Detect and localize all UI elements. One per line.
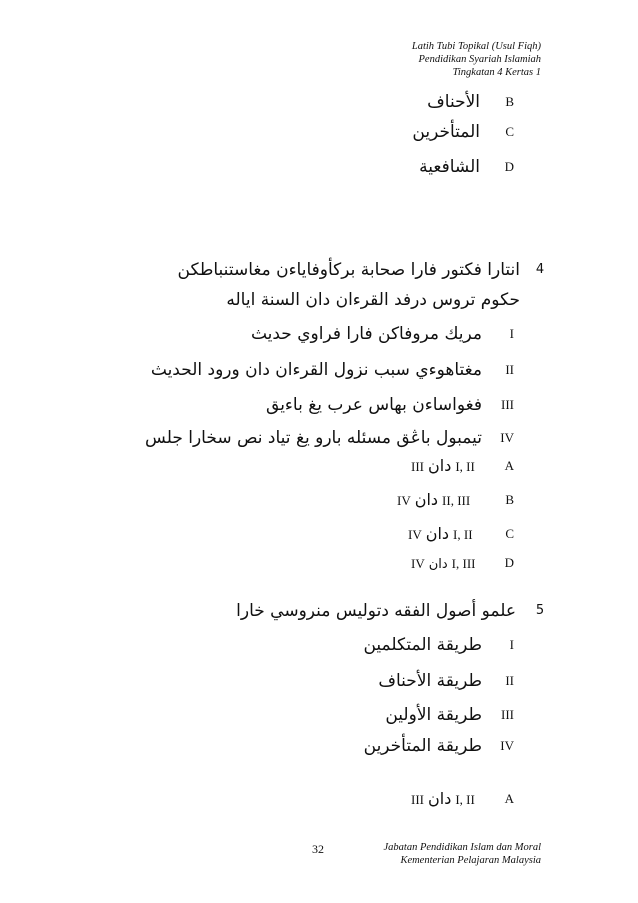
option-last: IV	[411, 556, 425, 571]
item-roman: I	[509, 326, 514, 341]
q5-item-4	[250, 733, 482, 759]
option-letter: B	[505, 94, 514, 109]
item-roman: II	[505, 673, 514, 688]
option-last: III	[411, 792, 424, 807]
footer-line-1: Jabatan Pendidikan Islam dan Moral	[383, 842, 541, 853]
item-roman: I	[509, 637, 514, 652]
header-line-1: Latih Tubi Topikal (Usul Fiqh)	[411, 41, 541, 52]
page-number: 32	[312, 842, 324, 856]
option-letter: C	[505, 124, 514, 139]
option-first: I, II	[453, 527, 473, 542]
item-roman: III	[501, 707, 514, 722]
q5-item-roman	[486, 702, 513, 728]
page-header	[281, 40, 541, 79]
option-letter: C	[505, 526, 514, 541]
item-text: طريقة المتكلمين	[363, 635, 482, 655]
header-line-2: Pendidikan Syariah Islamiah	[418, 54, 541, 65]
option-letter: D	[504, 555, 514, 570]
q5-option-a-text	[411, 786, 475, 813]
option-text: الشافعية	[419, 157, 480, 177]
q4-option-c-text	[408, 521, 473, 548]
q4-item-roman	[486, 357, 513, 383]
q4-option-a	[486, 453, 513, 479]
option-conjunction: دان	[428, 789, 452, 808]
q4-option-a-text	[411, 453, 475, 480]
header-line-3: Tingkatan 4 Kertas 1	[452, 67, 541, 78]
q4-item-2	[120, 357, 482, 383]
q3-option-b	[486, 89, 513, 115]
q4-option-d-text	[411, 550, 476, 578]
option-last: III	[411, 459, 424, 474]
q5-item-roman	[486, 733, 513, 759]
q4-item-roman	[486, 321, 513, 347]
q4-item-4	[120, 425, 482, 451]
q4-item-roman	[486, 425, 513, 451]
option-letter: A	[504, 458, 514, 473]
item-roman: III	[501, 397, 514, 412]
item-roman: II	[505, 362, 514, 377]
item-text: مغتاهوءي سبب نزول القرءان دان ورود الحديث	[150, 360, 482, 380]
q5-stem	[150, 598, 516, 624]
q3-option-d-text-row	[300, 154, 480, 180]
q3-option-c	[486, 119, 513, 145]
option-first: I, II	[455, 459, 475, 474]
q4-item-3	[120, 392, 482, 418]
q4-item-roman	[486, 392, 513, 418]
item-text: فغواساءن بهاس عرب يغ باءيق	[266, 395, 482, 415]
question-stem: حكوم تروس درفد القرءان دان السنة اياله	[226, 290, 520, 310]
q4-option-c	[486, 521, 513, 547]
item-text: طريقة المتأخرين	[363, 736, 482, 756]
option-letter: D	[504, 159, 514, 174]
item-text: تيمبول باڠق مسئله بارو يغ تياد نص سخارا جلس	[145, 428, 482, 448]
q5-option-a	[486, 786, 513, 812]
q3-option-b-text-row	[300, 89, 480, 115]
question-stem: علمو أصول الفقه دتوليس منروسي خارا	[236, 601, 516, 621]
option-text: الأحناف	[427, 92, 480, 112]
option-conjunction: دان	[425, 524, 450, 543]
option-last: IV	[408, 527, 422, 542]
q5-item-roman	[486, 668, 513, 694]
option-conjunction: دان	[428, 557, 448, 572]
item-text: طريقة الأولين	[385, 705, 482, 725]
option-first: I, III	[451, 556, 476, 571]
q3-option-c-text-row	[300, 119, 480, 145]
option-letter: A	[504, 791, 514, 806]
option-conjunction: دان	[428, 456, 452, 475]
q4-stem-line-1	[120, 257, 520, 283]
item-text: مريك مروفاكن فارا فراوي حديث	[250, 324, 482, 344]
option-conjunction: دان	[414, 490, 439, 509]
q5-item-roman	[486, 632, 513, 658]
item-roman: IV	[500, 430, 514, 445]
q4-option-b	[486, 487, 513, 513]
q5-item-3	[250, 702, 482, 728]
q3-option-d	[486, 154, 513, 180]
q5-item-1	[250, 632, 482, 658]
q4-item-1	[120, 321, 482, 347]
page-footer	[321, 841, 541, 867]
q4-stem-line-2	[120, 287, 520, 313]
option-first: II, III	[442, 493, 471, 508]
option-first: I, II	[455, 792, 475, 807]
option-letter: B	[505, 492, 514, 507]
item-text: طريقة الأحناف	[378, 671, 482, 691]
question-number: 5	[535, 603, 545, 618]
q4-option-d	[486, 550, 513, 576]
option-last: IV	[397, 493, 411, 508]
footer-line-2: Kementerian Pelajaran Malaysia	[400, 855, 541, 866]
question-stem: انتارا فكتور فارا صحابة بركأوفاياءن مغاستنباطكن	[177, 260, 520, 280]
q4-option-b-text	[397, 487, 470, 514]
q5-item-2	[250, 668, 482, 694]
item-roman: IV	[500, 738, 514, 753]
question-number: 4	[535, 262, 545, 277]
option-text: المتأخرين	[412, 122, 480, 142]
